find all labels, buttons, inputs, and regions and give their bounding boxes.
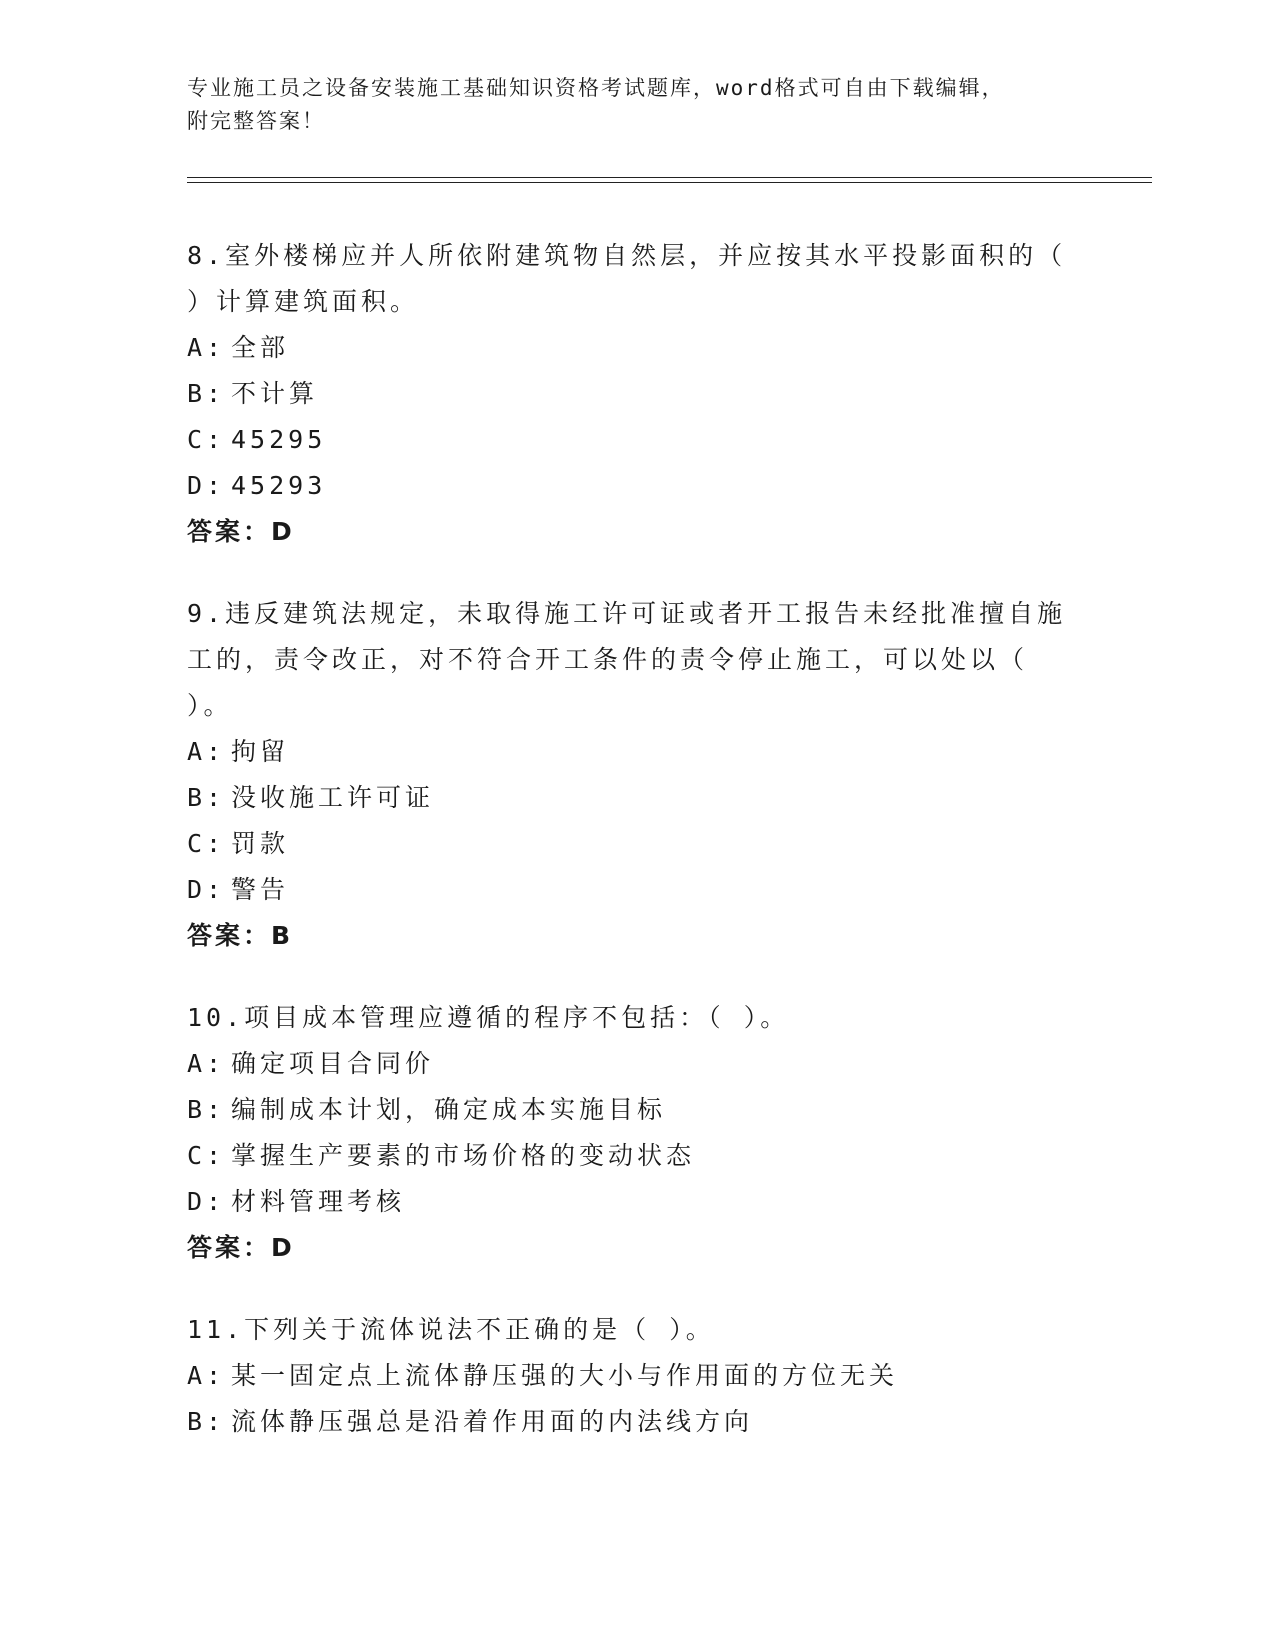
question-11 xyxy=(187,1307,1067,1445)
question-10 xyxy=(187,995,1067,1271)
option-text: 材料管理考核 xyxy=(231,1187,406,1216)
option-c xyxy=(187,1133,1067,1179)
option-text: 45293 xyxy=(231,471,327,500)
question-stem: 11.下列关于流体说法不正确的是（ ）。 xyxy=(187,1315,715,1344)
option-d xyxy=(187,1179,1067,1225)
option-letter: B: xyxy=(187,1407,226,1436)
answer-line: 答案：D xyxy=(187,517,295,546)
option-letter: C: xyxy=(187,829,226,858)
option-letter: D: xyxy=(187,1187,226,1216)
question-stem: 8.室外楼梯应并人所依附建筑物自然层，并应按其水平投影面积的（ ）计算建筑面积。 xyxy=(187,241,1067,316)
option-a xyxy=(187,1041,1067,1087)
option-text: 流体静压强总是沿着作用面的内法线方向 xyxy=(231,1407,754,1436)
option-b xyxy=(187,775,1067,821)
option-letter: A: xyxy=(187,333,226,362)
option-text: 某一固定点上流体静压强的大小与作用面的方位无关 xyxy=(231,1361,899,1390)
option-c xyxy=(187,417,1067,463)
answer-line: 答案：D xyxy=(187,1233,295,1262)
option-letter: D: xyxy=(187,875,226,904)
header-line-1: 专业施工员之设备安装施工基础知识资格考试题库，word格式可自由下载编辑， xyxy=(187,76,1005,100)
document-header xyxy=(187,72,1087,138)
question-9 xyxy=(187,591,1067,959)
option-text: 确定项目合同价 xyxy=(231,1049,435,1078)
option-b xyxy=(187,1399,1067,1445)
option-b xyxy=(187,371,1067,417)
question-stem: 9.违反建筑法规定，未取得施工许可证或者开工报告未经批准擅自施工的，责令改正，对不符合开工条件的责令停止施工，可以处以（ ）。 xyxy=(187,599,1067,720)
option-letter: B: xyxy=(187,1095,226,1124)
option-text: 不计算 xyxy=(231,379,319,408)
question-stem: 10.项目成本管理应遵循的程序不包括：（ ）。 xyxy=(187,1003,790,1032)
option-letter: B: xyxy=(187,783,226,812)
option-letter: A: xyxy=(187,737,226,766)
option-d xyxy=(187,867,1067,913)
option-d xyxy=(187,463,1067,509)
option-text: 拘留 xyxy=(231,737,290,766)
option-text: 掌握生产要素的市场价格的变动状态 xyxy=(231,1141,696,1170)
header-line-2: 附完整答案！ xyxy=(187,109,325,133)
option-a xyxy=(187,325,1067,371)
option-a xyxy=(187,1353,1067,1399)
answer-line: 答案：B xyxy=(187,921,294,950)
option-text: 编制成本计划，确定成本实施目标 xyxy=(231,1095,667,1124)
option-b xyxy=(187,1087,1067,1133)
option-text: 警告 xyxy=(231,875,290,904)
question-list xyxy=(187,233,1067,1481)
option-letter: C: xyxy=(187,425,226,454)
header-double-rule xyxy=(187,177,1152,183)
option-text: 没收施工许可证 xyxy=(231,783,435,812)
option-letter: C: xyxy=(187,1141,226,1170)
option-letter: B: xyxy=(187,379,226,408)
option-letter: D: xyxy=(187,471,226,500)
option-text: 罚款 xyxy=(231,829,290,858)
option-a xyxy=(187,729,1067,775)
option-text: 45295 xyxy=(231,425,327,454)
option-text: 全部 xyxy=(231,333,290,362)
option-letter: A: xyxy=(187,1361,226,1390)
option-letter: A: xyxy=(187,1049,226,1078)
question-8 xyxy=(187,233,1067,555)
option-c xyxy=(187,821,1067,867)
